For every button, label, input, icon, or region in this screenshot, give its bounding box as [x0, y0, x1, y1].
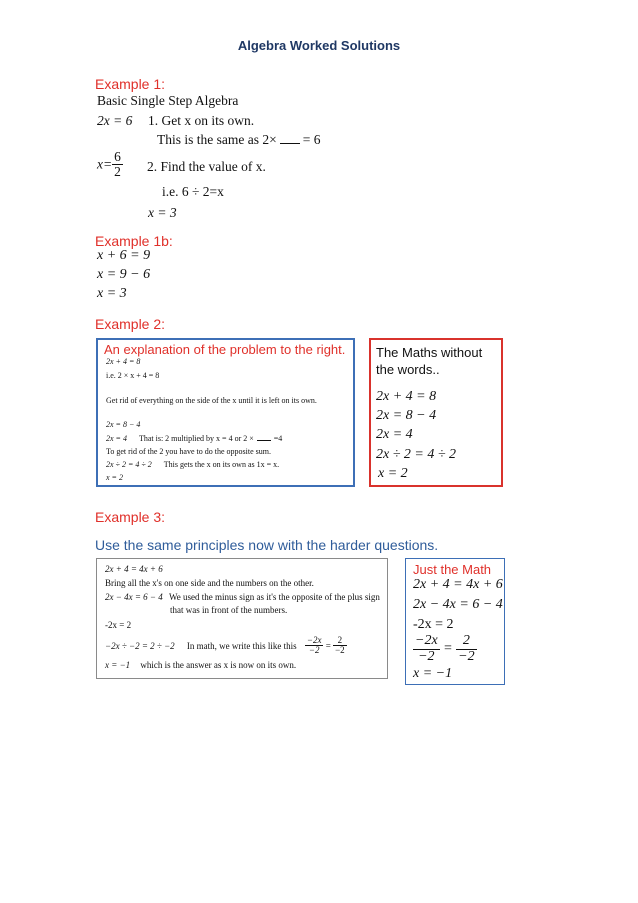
explanation-line-5	[106, 434, 282, 443]
fraction-denominator: −2	[308, 645, 320, 656]
ex3-line-3-eq: 2x − 4x = 6 − 4	[105, 592, 163, 602]
maths-line-4: 2x ÷ 2 = 4 ÷ 2	[376, 447, 457, 462]
ex3-line-4: -2x = 2	[105, 620, 132, 630]
fraction-denominator: −2	[335, 645, 345, 656]
example-1-fraction-line	[97, 150, 123, 179]
maths-line-5: x = 2	[378, 466, 408, 481]
blank-line	[257, 434, 271, 441]
ex3-line-5-eq: −2x ÷ −2 = 2 ÷ −2	[105, 640, 175, 651]
example-1-equation: 2x = 6	[97, 113, 133, 128]
blank-line	[280, 134, 300, 144]
ex3-line-3-continued: that was in front of the numbers.	[170, 605, 288, 615]
page-title: Algebra Worked Solutions	[237, 38, 401, 53]
example-1-step-1: 1. Get x on its own.	[148, 113, 255, 128]
just-math-fraction-line	[413, 634, 477, 664]
fraction-numerator: 2	[333, 636, 347, 646]
maths-line-3: 2x = 4	[376, 427, 413, 442]
ex3-line-1: 2x + 4 = 4x + 6	[105, 564, 163, 574]
fraction-2-over-minus-2	[333, 636, 347, 656]
x-equals: x=	[97, 156, 113, 172]
example-3-heading: Example 3:	[95, 509, 166, 525]
fraction-2-over-minus-2	[456, 634, 476, 664]
same-as-prefix: This is the same as 2×	[157, 132, 277, 147]
ex3-line-6-text: which is the answer as x is now on its own.	[140, 660, 297, 670]
fraction-minus-2x-over-minus-2	[413, 634, 440, 664]
explanation-line-2: i.e. 2 × x + 4 = 8	[106, 371, 160, 380]
ex3-line-2: Bring all the x's on one side and the numbers on the other.	[105, 578, 314, 588]
example-1b-line-3: x = 3	[97, 286, 127, 301]
fraction-6-over-2	[112, 150, 123, 179]
ex3-line-6	[105, 660, 296, 670]
fraction-denominator: −2	[458, 648, 475, 664]
example-1-ie: i.e. 6 ÷ 2=x	[162, 184, 224, 199]
example-1-step-2: 2. Find the value of x.	[147, 159, 266, 174]
fraction-equals: =	[325, 640, 331, 651]
ex3-line-3	[105, 592, 380, 602]
maths-line-1: 2x + 4 = 8	[376, 389, 437, 404]
maths-without-words-title: The Maths without the words..	[376, 345, 483, 377]
example-2-heading: Example 2:	[95, 316, 166, 332]
just-the-math-title: Just the Math	[413, 562, 492, 577]
fraction-numerator: 2	[456, 634, 476, 650]
ex3-line-5	[105, 636, 347, 656]
example-1-heading: Example 1:	[95, 76, 166, 92]
explanation-line-5-text: That is: 2 multiplied by x = 4 or 2 ×	[138, 434, 254, 443]
ex3-line-5-text: In math, we write this like this	[186, 640, 297, 651]
just-math-line-2: 2x − 4x = 6 − 4	[413, 597, 503, 612]
example-1-subtitle: Basic Single Step Algebra	[97, 93, 239, 108]
explanation-line-4: 2x = 8 − 4	[106, 420, 141, 429]
example-1b-line-2: x = 9 − 6	[97, 267, 151, 282]
ex3-line-6-eq: x = −1	[105, 660, 131, 670]
example-1b-line-1: x + 6 = 9	[97, 248, 151, 263]
explanation-line-1: 2x + 4 = 8	[106, 357, 141, 366]
example-1b-heading: Example 1b:	[95, 233, 173, 249]
fraction-numerator: −2x	[306, 635, 322, 645]
just-math-line-3: -2x = 2	[413, 617, 454, 632]
explanation-line-6: To get rid of the 2 you have to do the opposite sum.	[106, 447, 271, 456]
fraction-numerator: −2x	[415, 633, 438, 648]
explanation-line-8: x = 2	[106, 473, 123, 482]
fraction-denominator: −2	[418, 648, 435, 664]
example-3-intro: Use the same principles now with the harder questions.	[95, 537, 439, 553]
explanation-line-5-suffix: =4	[273, 434, 283, 443]
explanation-line-7	[106, 460, 279, 469]
explanation-line-7-text: This gets the x on its own as 1x = x.	[163, 460, 280, 469]
explanation-line-5-eq: 2x = 4	[106, 434, 127, 443]
example-1-same-as	[157, 132, 320, 148]
explanation-line-7-eq: 2x ÷ 2 = 4 ÷ 2	[106, 460, 152, 469]
same-as-suffix: = 6	[302, 132, 321, 147]
fraction-numerator: 6	[114, 149, 121, 164]
fraction-denominator: 2	[114, 164, 121, 180]
maths-line-2: 2x = 8 − 4	[376, 408, 437, 423]
just-math-result: x = −1	[413, 666, 453, 681]
just-math-line-1: 2x + 4 = 4x + 6	[413, 577, 503, 592]
explanation-line-3: Get rid of everything on the side of the x until it is left on its own.	[106, 396, 317, 405]
explanation-title: An explanation of the problem to the right.	[104, 342, 346, 357]
ex3-line-3-text: We used the minus sign as it's the opposite of the plus sign	[168, 592, 380, 602]
fraction-equals: =	[443, 641, 453, 657]
fraction-minus-2x-over-minus-2	[305, 636, 324, 656]
example-1-result: x = 3	[148, 205, 177, 220]
